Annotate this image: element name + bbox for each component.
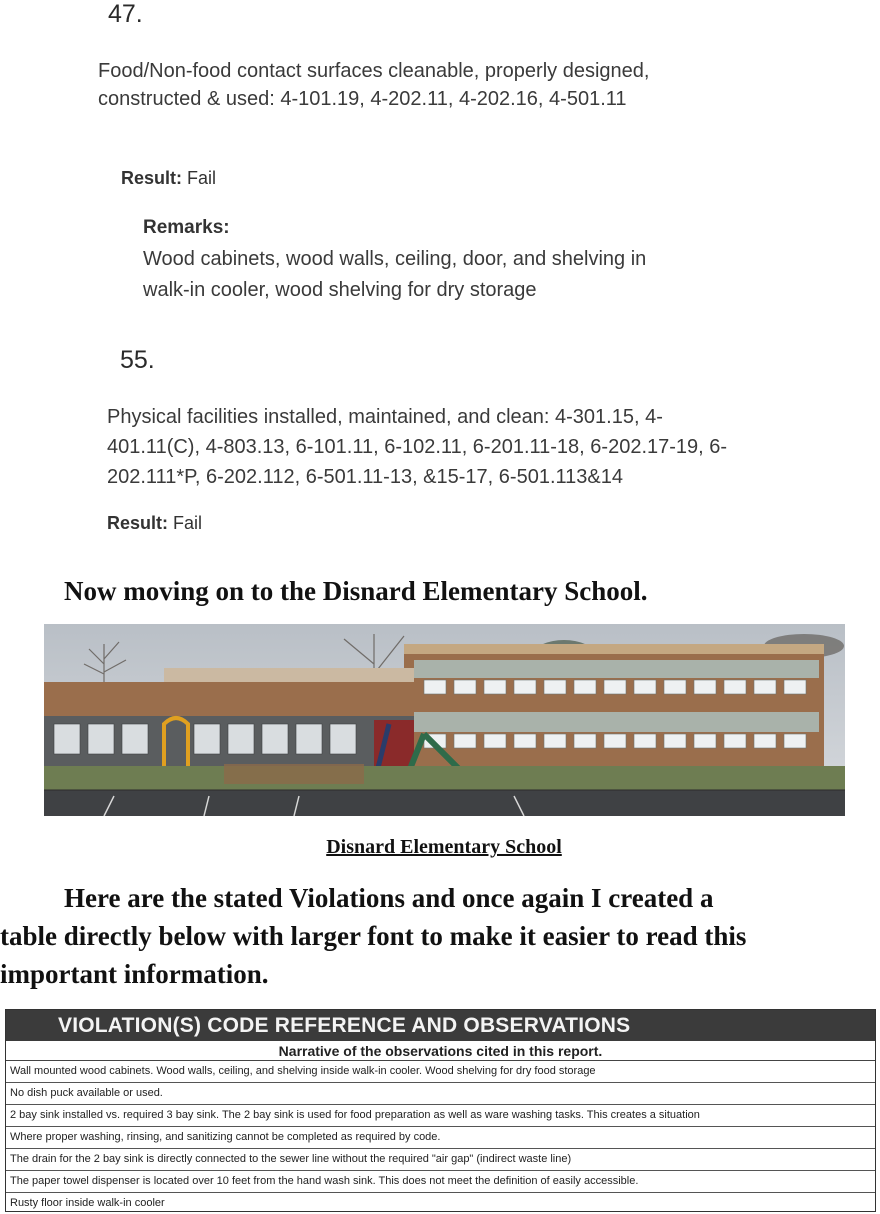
table-row: 2 bay sink installed vs. required 3 bay sink. The 2 bay sink is used for food preparation as well as ware washing tasks. This creates a situation xyxy=(6,1105,875,1127)
table-row: No dish puck available or used. xyxy=(6,1083,875,1105)
section-47-remarks-text xyxy=(143,244,646,306)
violations-intro xyxy=(0,879,880,993)
result-label: Result: xyxy=(121,168,183,188)
section-47-description-line: constructed & used: 4-101.19, 4-202.11, 4-202.16, 4-501.11 xyxy=(98,88,627,110)
violations-table xyxy=(5,1009,876,1212)
table-row: The drain for the 2 bay sink is directly connected to the sewer line without the required "air gap" (indirect waste line) xyxy=(6,1149,875,1171)
violations-intro-line: important information. xyxy=(0,959,269,989)
section-55-result xyxy=(107,513,202,534)
intro-heading: Now moving on to the Disnard Elementary School. xyxy=(64,576,648,606)
result-value: Fail xyxy=(173,513,203,533)
section-55-description-line: Physical facilities installed, maintained, and clean: 4-301.15, 4- xyxy=(107,406,663,428)
table-subtitle: Narrative of the observations cited in this report. xyxy=(6,1041,875,1061)
table-row: Wall mounted wood cabinets. Wood walls, ceiling, and shelving inside walk-in cooler. Wood shelving for dry food storage xyxy=(6,1061,875,1083)
section-47-number: 47. xyxy=(108,0,143,28)
remarks-line: walk-in cooler, wood shelving for dry storage xyxy=(143,279,537,301)
table-row: Rusty floor inside walk-in cooler xyxy=(10,1197,165,1209)
table-row: The paper towel dispenser is located over 10 feet from the hand wash sink. This does not meet the definition of easily accessible. xyxy=(6,1171,875,1193)
result-value: Fail xyxy=(187,168,217,188)
school-building-image xyxy=(44,624,845,816)
section-55-number: 55. xyxy=(120,346,155,374)
school-photo xyxy=(44,624,845,816)
section-47-description-line: Food/Non-food contact surfaces cleanable, properly designed, xyxy=(98,60,650,82)
section-55-description xyxy=(107,402,727,492)
violations-intro-line: table directly below with larger font to make it easier to read this xyxy=(0,921,747,951)
result-label: Result: xyxy=(107,513,169,533)
remarks-line: Wood cabinets, wood walls, ceiling, door, and shelving in xyxy=(143,248,647,270)
section-47-description xyxy=(98,57,649,113)
photo-caption: Disnard Elementary School xyxy=(326,836,562,858)
section-55-description-line: 202.111*P, 6-202.112, 6-501.11-13, &15-17, 6-501.113&14 xyxy=(107,466,623,488)
table-row: Where proper washing, rinsing, and sanitizing cannot be completed as required by code. xyxy=(6,1127,875,1149)
violations-intro-line: Here are the stated Violations and once again I created a xyxy=(64,883,714,913)
section-55-description-line: 401.11(C), 4-803.13, 6-101.11, 6-102.11, 6-201.11-18, 6-202.17-19, 6- xyxy=(107,436,728,458)
section-47-remarks-label: Remarks: xyxy=(143,217,230,238)
table-title: VIOLATION(S) CODE REFERENCE AND OBSERVATIONS xyxy=(6,1010,875,1041)
section-47-result xyxy=(121,168,216,189)
